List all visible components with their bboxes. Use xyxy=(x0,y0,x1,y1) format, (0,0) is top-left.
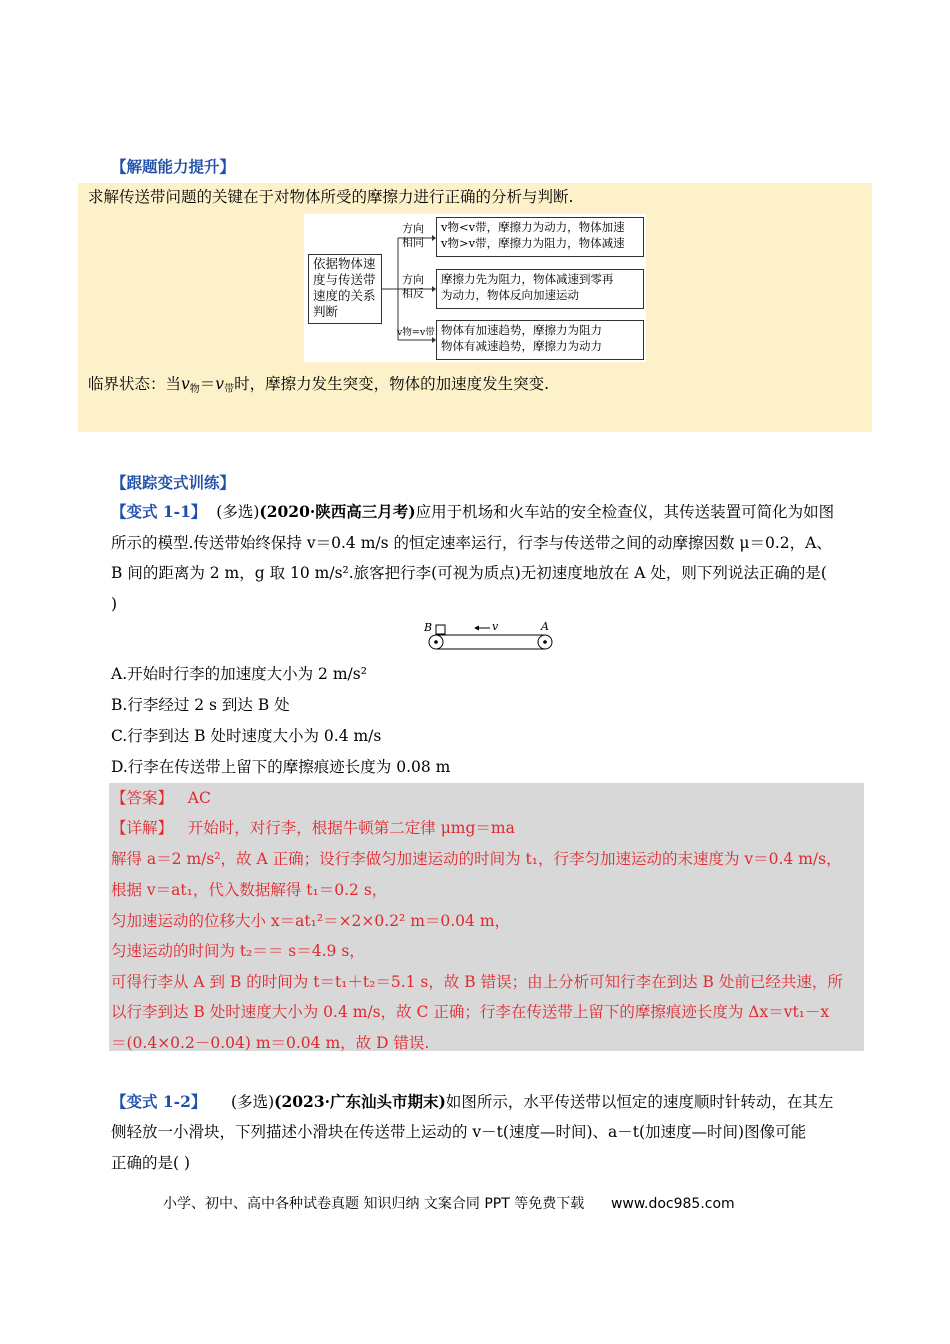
q1-line2: 所示的模型.传送带始终保持 v＝0.4 m/s 的恒定速率运行，行李与传送带之间的动摩擦因数 μ＝0.2，A、 xyxy=(111,534,832,552)
branch-label-line: 方向 xyxy=(402,273,424,286)
label-a: A xyxy=(541,620,549,633)
branch2-line: 摩擦力先为阻力，物体减速到零再 xyxy=(441,272,614,286)
q2-line3: 正确的是( ) xyxy=(111,1154,191,1172)
q1-source: (2020·陕西高三月考) xyxy=(259,502,416,521)
conveyor-drawing xyxy=(424,620,556,652)
critical-prefix: 临界状态：当 xyxy=(88,375,182,393)
root-line: 度与传送带 xyxy=(313,272,376,287)
q1-line4: ) xyxy=(111,595,118,613)
q2-source: (2023·广东汕头市期末) xyxy=(274,1092,446,1111)
q2-multi: (多选) xyxy=(231,1093,275,1111)
conveyor-figure xyxy=(424,620,556,652)
explain-line-2: 解得 a＝2 m/s²，故 A 正确；设行李做匀加速运动的时间为 t₁，行李匀加速运动的末速度为 v＝0.4 m/s， xyxy=(111,850,842,868)
q1-line1 xyxy=(111,502,834,522)
friction-diagram xyxy=(304,214,646,362)
root-line: 速度的关系 xyxy=(313,288,376,303)
page-footer xyxy=(163,1193,735,1213)
branch3-box xyxy=(436,320,644,360)
label-b: B xyxy=(424,621,433,634)
branch2-box xyxy=(436,269,644,309)
branch3-line: 物体有减速趋势，摩擦力为动力 xyxy=(441,339,602,353)
q2-text: 如图所示，水平传送带以恒定的速度顺时针转动，在其左 xyxy=(445,1093,834,1111)
root-line: 判断 xyxy=(313,304,339,319)
q1-option-d: D.行李在传送带上留下的摩擦痕迹长度为 0.08 m xyxy=(111,758,451,776)
explain-label: 【详解】 xyxy=(111,819,174,837)
branch-label-line: 方向 xyxy=(402,222,424,235)
branch1-line: v物<v带，摩擦力为动力，物体加速 xyxy=(441,220,625,234)
q1-tag: 【变式 1-1】 xyxy=(111,502,207,521)
footer-text: 小学、初中、高中各种试卷真题 知识归纳 文案合同 PPT 等免费下载 xyxy=(163,1196,585,1212)
branch3-line: 物体有加速趋势，摩擦力为阻力 xyxy=(441,323,602,337)
answer-line xyxy=(111,788,211,808)
label-v: v xyxy=(492,620,499,633)
explain-line-5: 匀速运动的时间为 t₂＝＝ s＝4.9 s， xyxy=(111,942,365,960)
footer-url[interactable]: www.doc985.com xyxy=(610,1196,735,1212)
q1-text: 应用于机场和火车站的安全检查仪，其传送装置可简化为如图 xyxy=(415,503,835,521)
explain-line-4: 匀加速运动的位移大小 x＝at₁²＝×2×0.2² m＝0.04 m， xyxy=(111,912,511,930)
tip-intro: 求解传送带问题的关键在于对物体所受的摩擦力进行正确的分析与判断. xyxy=(88,188,574,206)
training-heading: 【跟踪变式训练】 xyxy=(111,473,236,492)
branch2-label xyxy=(402,273,424,301)
q1-multi: (多选) xyxy=(216,503,260,521)
branch-label-line: 相同 xyxy=(402,236,424,249)
branch2-line: 为动力，物体反向加速运动 xyxy=(441,288,579,302)
explain-text: 开始时，对行李，根据牛顿第二定律 μmg＝ma xyxy=(187,819,515,837)
answer-value: AC xyxy=(187,789,211,807)
diagram-root-box xyxy=(308,254,382,324)
critical-state: 临界状态：当$v_物=v_带$时，摩擦力发生突变，物体的加速度发生突变. xyxy=(88,375,549,395)
answer-label: 【答案】 xyxy=(111,789,174,807)
q1-option-b: B.行李经过 2 s 到达 B 处 xyxy=(111,696,290,714)
q2-tag: 【变式 1-2】 xyxy=(111,1092,207,1111)
branch1-line: v物>v带，摩擦力为阻力，物体减速 xyxy=(441,236,625,250)
q2-line2: 侧轻放一小滑块，下列描述小滑块在传送带上运动的 v－t(速度—时间)、a－t(加速度—时间)图像可能 xyxy=(111,1123,807,1141)
explain-line-1 xyxy=(111,818,515,838)
branch3-label: v物=v带 xyxy=(397,327,435,338)
q1-option-a: A.开始时行李的加速度大小为 2 m/s² xyxy=(111,665,367,683)
q1-line3: B 间的距离为 2 m，g 取 10 m/s².旅客把行李(可视为质点)无初速度地放在 A 处，则下列说法正确的是( xyxy=(111,564,827,582)
tip-heading: 【解题能力提升】 xyxy=(111,157,236,176)
q1-option-c: C.行李到达 B 处时速度大小为 0.4 m/s xyxy=(111,727,382,745)
root-line: 依据物体速 xyxy=(313,256,376,271)
branch1-label xyxy=(402,222,424,250)
branch-label-line: 相反 xyxy=(402,287,424,300)
branch1-box xyxy=(436,217,644,257)
explain-line-3: 根据 v＝at₁，代入数据解得 t₁＝0.2 s， xyxy=(111,881,388,899)
explain-line-6: 可得行李从 A 到 B 的时间为 t＝t₁＋t₂＝5.1 s，故 B 错误；由上分析可知行李在到达 B 处前已经共速，所 xyxy=(111,973,843,991)
explain-line-8: ＝(0.4×0.2－0.04) m＝0.04 m，故 D 错误. xyxy=(111,1034,430,1052)
q2-line1 xyxy=(111,1092,833,1112)
explain-line-7: 以行李到达 B 处时速度大小为 0.4 m/s，故 C 正确；行李在传送带上留下的摩擦痕迹长度为 Δx＝vt₁－x xyxy=(111,1003,830,1021)
critical-suffix: 时，摩擦力发生突变，物体的加速度发生突变. xyxy=(234,375,549,393)
